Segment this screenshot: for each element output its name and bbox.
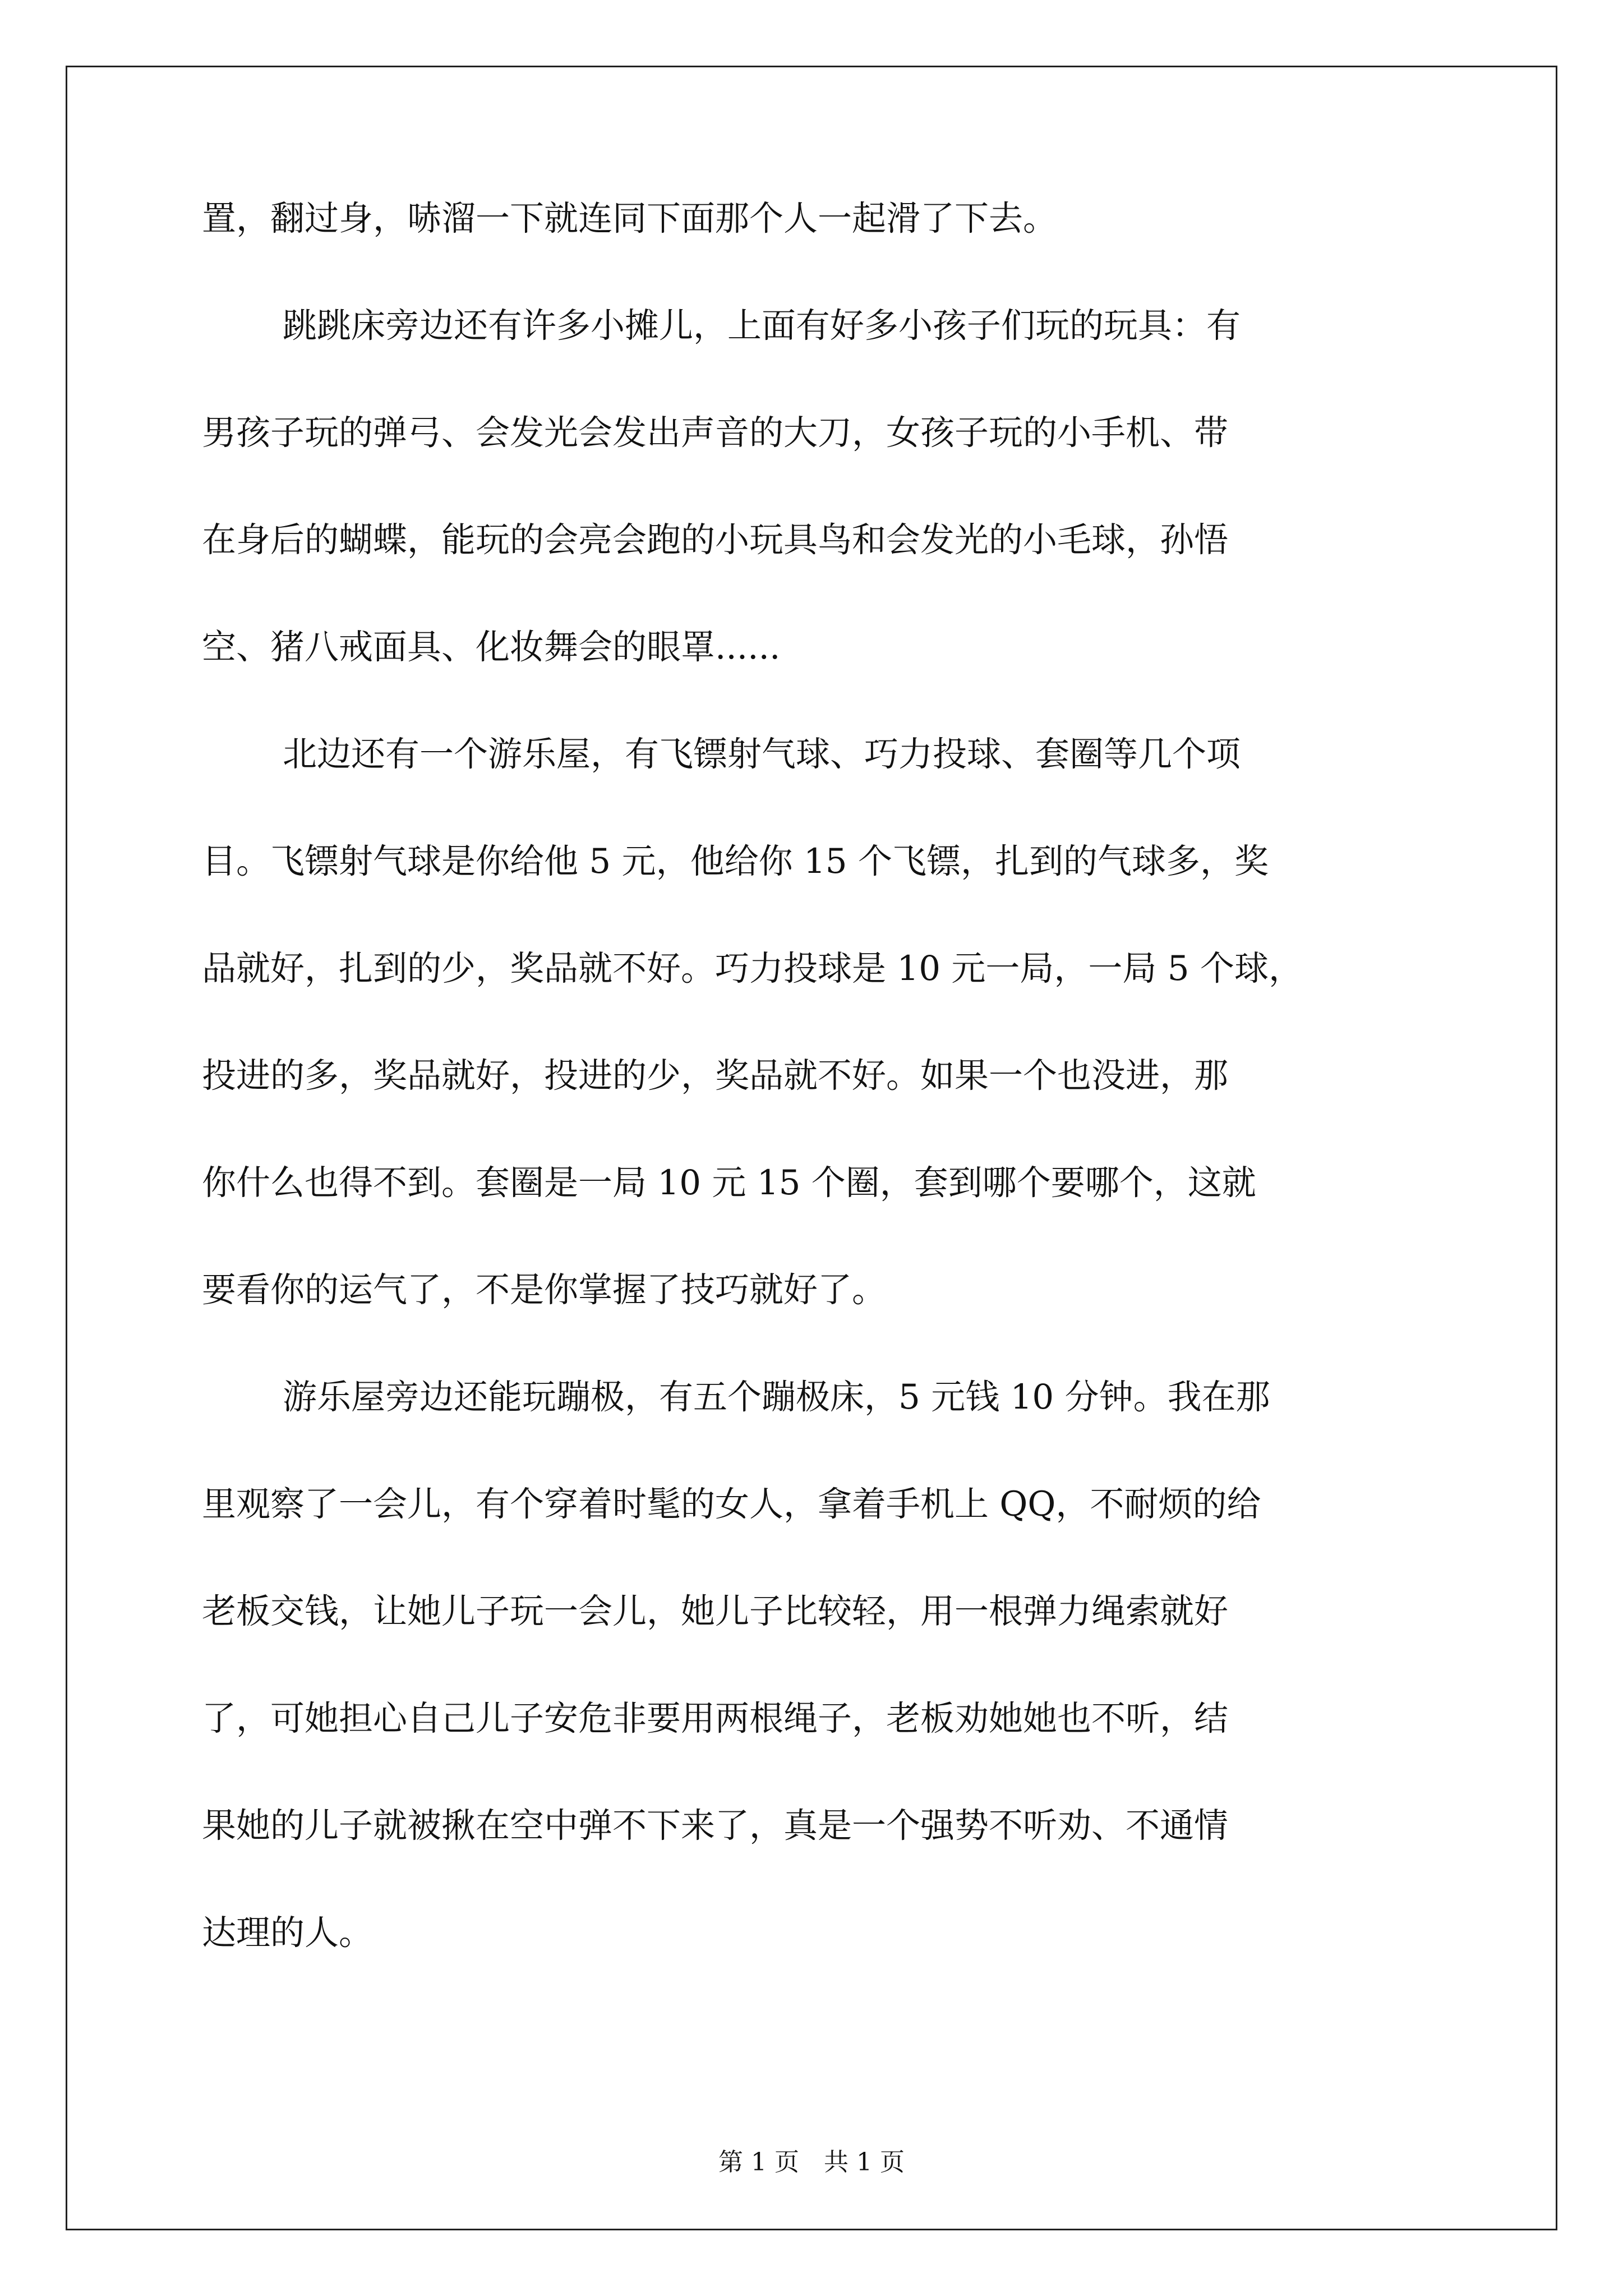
text-line: 老板交钱，让她儿子玩一会儿，她儿子比较轻，用一根弹力绳索就好 (202, 1591, 1229, 1631)
text-line: 在身后的蝴蝶，能玩的会亮会跑的小玩具鸟和会发光的小毛球，孙悟 (202, 520, 1229, 560)
text-line: 了，可她担心自己儿子安危非要用两根绳子，老板劝她她也不听，结 (202, 1699, 1229, 1738)
document-body (202, 201, 1424, 2022)
text-line: 跳跳床旁边还有许多小摊儿，上面有好多小孩子们玩的玩具：有 (283, 306, 1241, 346)
page-number: 第 1 页 (718, 2148, 799, 2177)
text-line: 空、猪八戒面具、化妆舞会的眼罩...... (202, 627, 781, 667)
text-line: 品就好，扎到的少，奖品就不好。巧力投球是 10 元一局，一局 5 个球， (202, 949, 1303, 988)
page-footer (0, 2148, 1623, 2177)
text-line: 要看你的运气了，不是你掌握了技巧就好了。 (202, 1270, 887, 1310)
text-line: 男孩子玩的弹弓、会发光会发出声音的大刀，女孩子玩的小手机、带 (202, 413, 1229, 453)
text-line: 里观察了一会儿，有个穿着时髦的女人，拿着手机上 QQ，不耐烦的给 (202, 1484, 1261, 1524)
text-line: 投进的多，奖品就好，投进的少，奖品就不好。如果一个也没进，那 (202, 1056, 1229, 1096)
text-line: 达理的人。 (202, 1913, 374, 1953)
text-line: 置，翻过身，哧溜一下就连同下面那个人一起滑了下去。 (202, 199, 1058, 238)
text-line: 游乐屋旁边还能玩蹦极，有五个蹦极床，5 元钱 10 分钟。我在那 (283, 1377, 1270, 1417)
text-line: 目。飞镖射气球是你给他 5 元，他给你 15 个飞镖，扎到的气球多，奖 (202, 841, 1269, 881)
text-line: 北边还有一个游乐屋，有飞镖射气球、巧力投球、套圈等几个项 (283, 734, 1241, 774)
text-line: 你什么也得不到。套圈是一局 10 元 15 个圈，套到哪个要哪个，这就 (202, 1163, 1256, 1203)
text-line: 果她的儿子就被揪在空中弹不下来了，真是一个强势不听劝、不通情 (202, 1806, 1229, 1846)
page-total: 共 1 页 (824, 2148, 905, 2177)
